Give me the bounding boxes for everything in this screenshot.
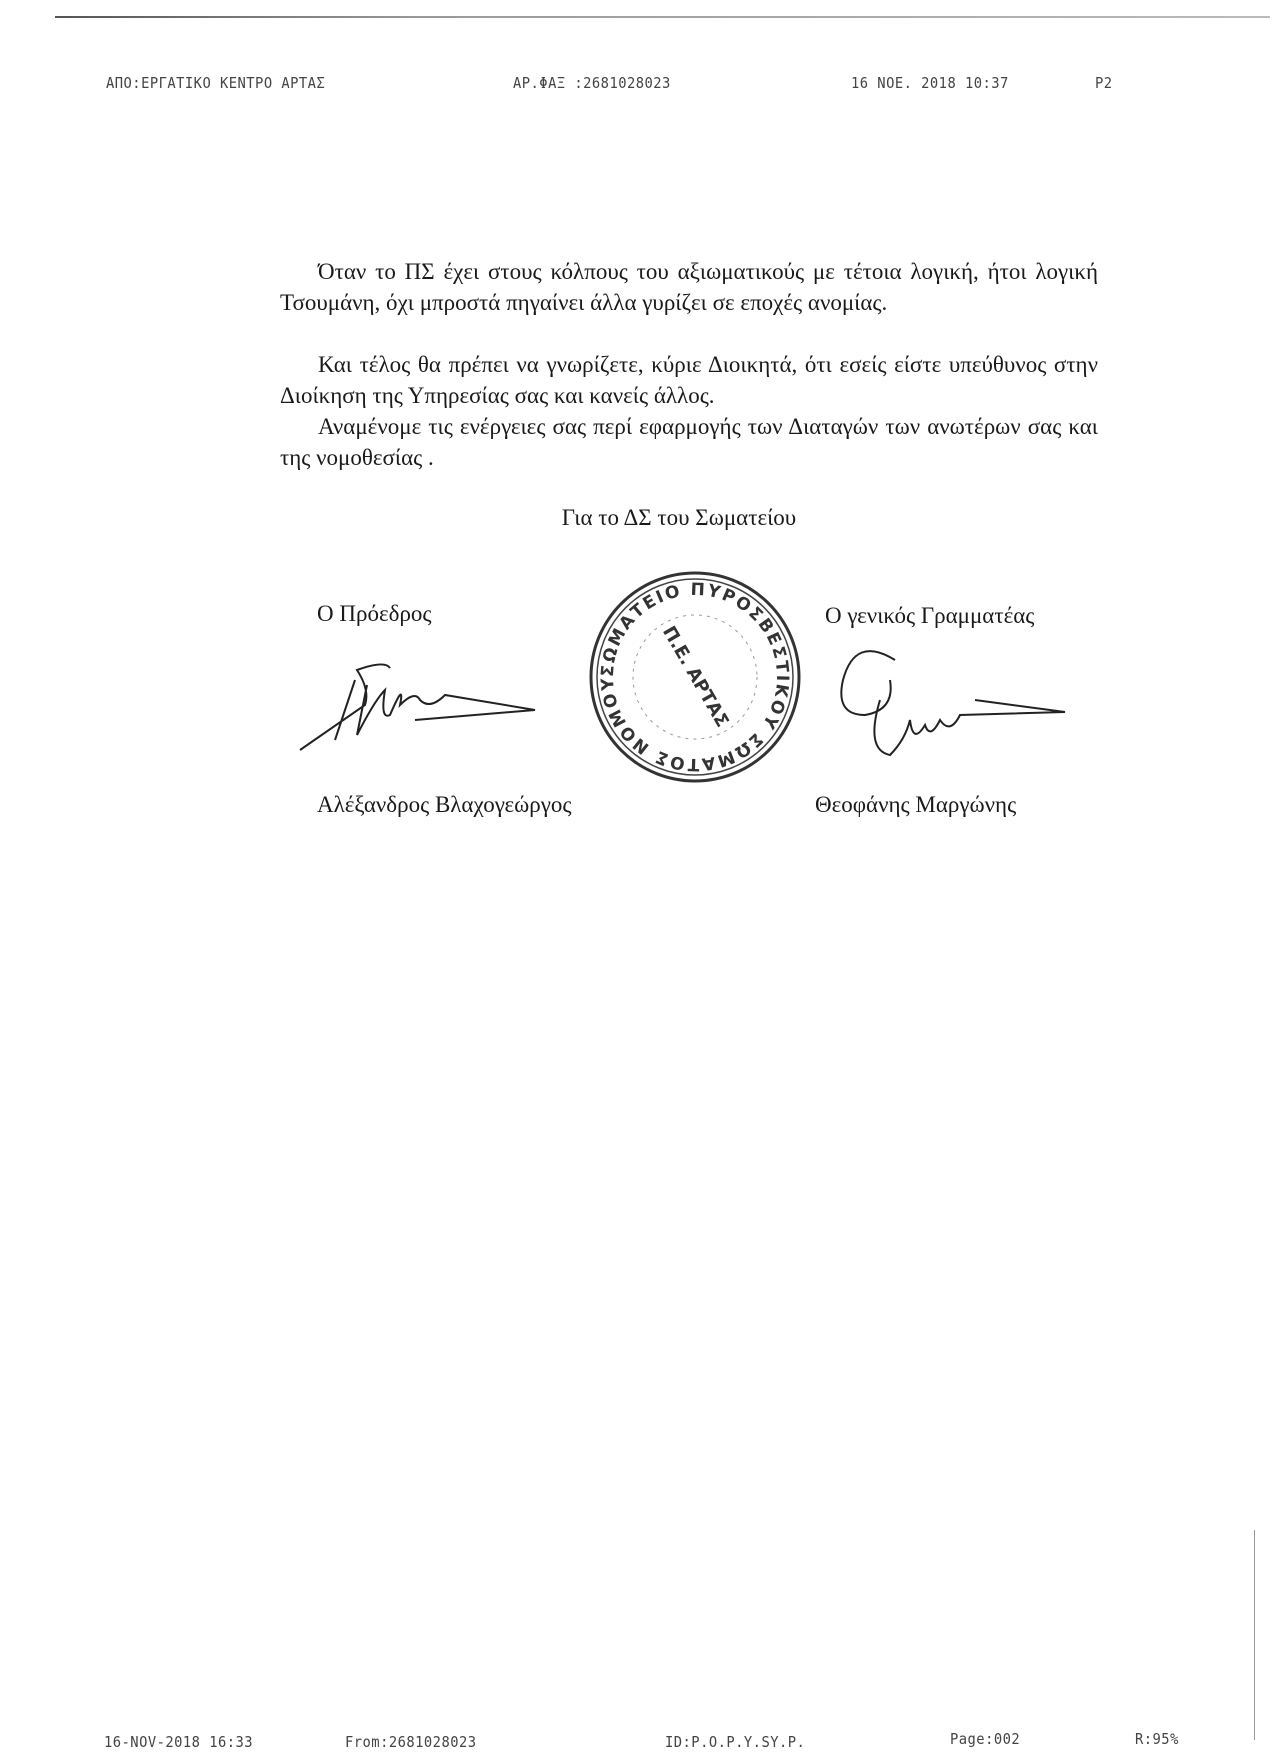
fax-footer-resolution: R:95% bbox=[1135, 1730, 1179, 1748]
scan-edge-line bbox=[55, 16, 1270, 18]
union-stamp bbox=[585, 567, 805, 787]
body-paragraph-1 bbox=[280, 256, 1098, 318]
secretary-signature bbox=[835, 640, 1075, 765]
president-signature bbox=[295, 650, 545, 760]
on-behalf-line: Για το ΔΣ του Σωματείου bbox=[561, 505, 797, 530]
president-name: Αλέξανδρος Βλαχογεώργος bbox=[317, 792, 572, 817]
fax-footer-received: 16-NOV-2018 16:33 bbox=[104, 1733, 254, 1751]
scan-edge-mark bbox=[1254, 1530, 1255, 1740]
president-title: Ο Πρόεδρος bbox=[317, 601, 432, 626]
fax-footer-id: ID:P.O.P.Y.SY.P. bbox=[665, 1733, 806, 1751]
fax-header-page: P2 bbox=[1095, 74, 1113, 92]
paragraph-text: Όταν το ΠΣ έχει στους κόλπους του αξιωματικούς με τέτοια λογική, ήτοι λογική Τσουμάνη, όχι μπροστά πηγαίνει άλλα γυρίζει σε εποχές ανομίας. bbox=[280, 259, 1098, 315]
body-paragraph-2 bbox=[280, 349, 1098, 411]
fax-footer-from: From:2681028023 bbox=[345, 1733, 477, 1751]
body-paragraph-3 bbox=[280, 411, 1098, 473]
paragraph-text: Και τέλος θα πρέπει να γνωρίζετε, κύριε Διοικητά, ότι εσείς είστε υπεύθυνος στην Διοίκηση της Υπηρεσίας σας και κανείς άλλος. bbox=[280, 352, 1098, 408]
fax-header-from: ΑΠΟ:ΕΡΓΑΤΙΚΟ ΚΕΝΤΡΟ ΑΡΤΑΣ bbox=[106, 74, 326, 92]
fax-footer-page: Page:002 bbox=[950, 1730, 1021, 1748]
secretary-name: Θεοφάνης Μαργώνης bbox=[815, 792, 1017, 817]
paragraph-text: Αναμένομε τις ενέργειες σας περί εφαρμογής των Διαταγών των ανωτέρων σας και της νομοθεσίας . bbox=[280, 414, 1098, 470]
stamp-center-text: Π.Ε. ΑΡΤΑΣ bbox=[658, 622, 733, 731]
secretary-title: Ο γενικός Γραμματέας bbox=[825, 603, 1035, 628]
stamp-ring-text: ΣΩΜΑΤΕΙΟ ΠΥΡΟΣΒΕΣΤΙΚΟΥ ΣΩΜΑΤΟΣ ΝΟΜΟΥ bbox=[597, 579, 793, 775]
fax-header-datetime: 16 ΝΟΕ. 2018 10:37 bbox=[851, 74, 1009, 92]
fax-header-number: ΑΡ.ΦΑΞ :2681028023 bbox=[513, 74, 671, 92]
